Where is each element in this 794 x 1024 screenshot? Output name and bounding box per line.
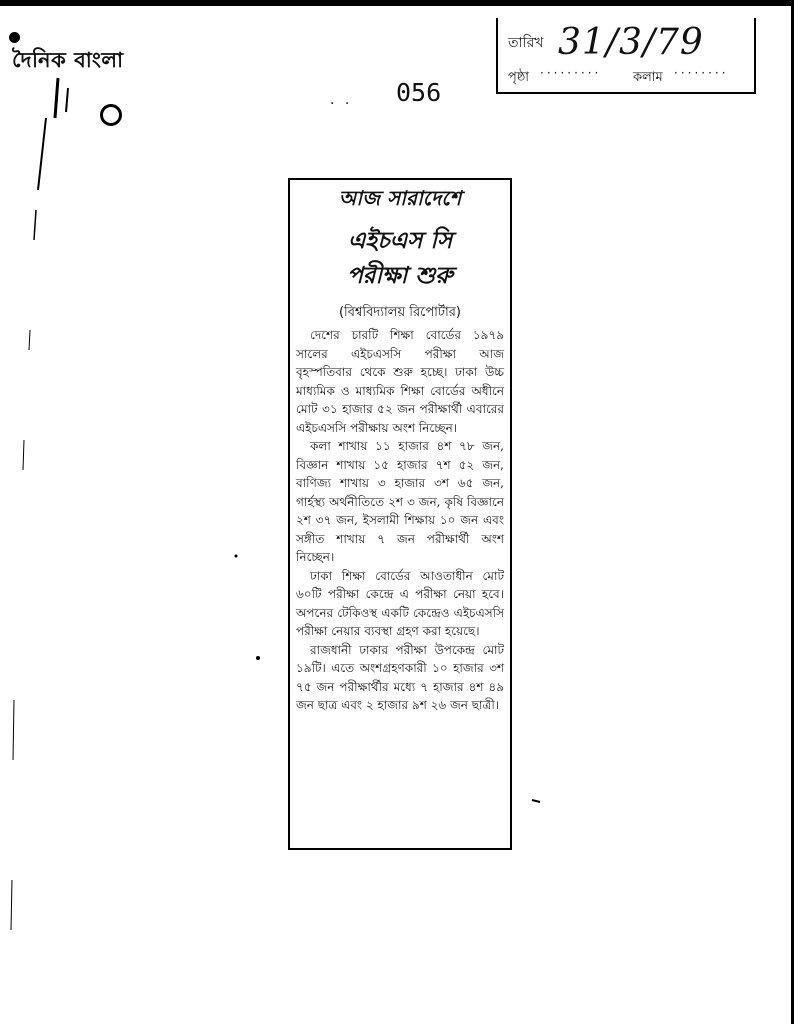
page-number: 056 xyxy=(396,78,442,107)
ink-dot xyxy=(9,32,20,43)
stamp-column-blank: ········ xyxy=(674,66,729,80)
article-body xyxy=(296,326,504,715)
stamp-page-blank: ········· xyxy=(540,66,602,80)
stamp-column-label: কলাম xyxy=(633,70,663,85)
newspaper-name: দৈনিক বাংলা xyxy=(12,47,124,72)
newspaper-clipping xyxy=(288,178,512,850)
article-paragraph: ঢাকা শিক্ষা বোর্ডের আওতাধীন মোট ৬০টি পরীক্ষা কেন্দ্রে এ পরীক্ষা নেয়া হবে। অপনের টেকিওস্থ একটি কেন্দ্রেও এইচএসসি পরীক্ষা নেয়ার ব্যবস্থা গ্রহণ করা হয়েছে। xyxy=(296,568,504,638)
stamp-page-label: পৃষ্ঠা xyxy=(508,70,530,85)
headline-line-1: এইচএস সি xyxy=(347,227,453,254)
stamp-date-value: 31/3/79 xyxy=(558,22,704,63)
article-byline: (বিশ্ববিদ্যালয় রিপোর্টার) xyxy=(338,305,461,320)
article-headline xyxy=(296,223,504,293)
scan-top-edge xyxy=(0,0,794,6)
article-paragraph: রাজধানী ঢাকার পরীক্ষা উপকেন্দ্র মোট ১৯টি। এতে অংশগ্রহণকারী ১০ হাজার ৩শ ৭৫ জন পরীক্ষার্থীর মধ্যে ৭ হাজার ৪শ ৪৯ জন ছাত্র এবং ২ হাজার ৯শ ২৬ জন ছাত্রী। xyxy=(296,642,504,712)
article-kicker: আজ সারাদেশে xyxy=(338,186,462,210)
article-paragraph: দেশের চারটি শিক্ষা বোর্ডের ১৯৭৯ সালের এইচএসসি পরীক্ষা আজ বৃহস্পতিবার থেকে শুরু হচ্ছে। ঢাকা উচ্চ মাধ্যমিক ও মাধ্যমিক শিক্ষা বোর্ডের অধীনে মোট ৩১ হাজার ৫২ জন পরীক্ষার্থী এবারের এইচএসসি পরীক্ষায় অংশ নিচ্ছেন। xyxy=(296,328,504,435)
stamp-date-label: তারিখ xyxy=(508,35,544,51)
headline-line-2: পরীক্ষা শুরু xyxy=(347,262,453,289)
scan-speckle: · · xyxy=(330,96,353,112)
article-paragraph: কলা শাখায় ১১ হাজার ৪শ ৭৮ জন, বিজ্ঞান শাখায় ১৫ হাজার ৭শ ৫২ জন, বাণিজ্য শাখায় ৩ হাজার ৩শ ৬৫ জন, গার্হস্থ্য অর্থনীতিতে ২শ ৩ জন, কৃষি বিজ্ঞানে ২শ ৩৭ জন, ইসলামী শিক্ষায় ১০ জন এবং সঙ্গীত শাখায় ৭ জন পরীক্ষার্থী অংশ নিচ্ছেন। xyxy=(296,439,504,564)
punch-hole-mark xyxy=(100,104,122,126)
